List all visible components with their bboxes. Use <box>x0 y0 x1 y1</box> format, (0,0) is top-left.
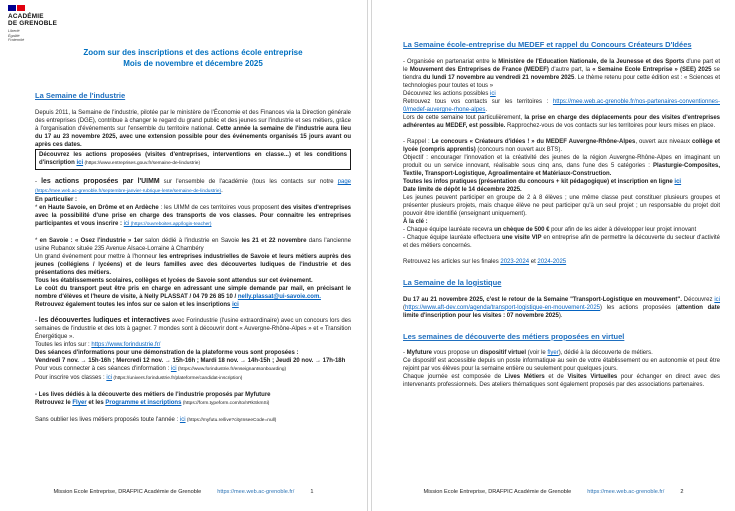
text-run: Découvrez <box>681 296 715 303</box>
paragraph <box>35 301 351 309</box>
text-run: une visite VIP <box>501 234 542 241</box>
text-run: vous propose un <box>432 350 480 357</box>
motto-egalite: Égalité <box>8 33 20 38</box>
document-title-line-2: Mois de novembre et décembre 2025 <box>123 58 263 68</box>
text-run: . <box>221 187 223 194</box>
paragraph <box>35 253 351 277</box>
text-run: Du 17 au 21 novembre 2025, c'est le retour de la Semaine "Transport-Logistique en mouvement". <box>403 296 682 303</box>
text-run: attention date limite d'inscription pour les visites : 07 novembre 2025 <box>403 304 720 319</box>
paragraph <box>35 237 351 253</box>
logo-academy-name <box>8 13 88 27</box>
paragraph <box>403 98 720 114</box>
page-2-content <box>403 40 720 389</box>
text-run: Découvrez les actions proposées (visites d'entreprises, interventions en classe...) et les conditions d'inscription <box>39 151 347 166</box>
document-title-line-1: Zoom sur des inscriptions et des actions école entreprise <box>83 48 303 57</box>
paragraph <box>35 391 351 399</box>
text-run: et les <box>86 399 106 406</box>
paragraph <box>35 196 351 204</box>
text-run: Retrouvez également toutes les infos sur ce salon et les inscriptions <box>35 301 233 308</box>
text-run: Lors de cette semaine tout particulièrement, <box>403 114 525 121</box>
footer-org: Mission Ecole Entreprise, DRAFPIC Académie de Grenoble <box>53 489 202 495</box>
inline-link[interactable]: Programme et inscriptions <box>105 399 182 406</box>
paragraph <box>35 341 351 349</box>
boxed-note <box>35 149 351 170</box>
text-run: Le concours « Créateurs d'idées ! » du MEDEF Auvergne-Rhône-Alpes <box>431 138 636 145</box>
text-run: pour afin de les aider à développer leur projet innovant <box>549 226 697 233</box>
logo-line-2: DE GRENOBLE <box>8 20 58 27</box>
inline-link[interactable]: (https://mee.web.ac-grenoble.fr/septembre-janvier-rubrique-lente/semaine-de-lindustrie) <box>35 188 222 194</box>
inline-link[interactable]: (https://ouvreboites.app/login-teacher) <box>129 221 212 227</box>
page-1-content <box>35 91 351 425</box>
text-run: les entreprises industrielles de Savoie et leurs métiers <box>159 253 317 260</box>
text-run: un chèque de 500 € <box>494 226 550 233</box>
text-run: Les semaines de découverte des métiers proposées en virtuel <box>403 331 625 341</box>
text-run: En particulier : <box>35 196 78 203</box>
text-run: Visites Virtuelles <box>567 374 618 381</box>
inline-link[interactable]: ici <box>106 374 113 381</box>
page-1 <box>0 0 367 511</box>
text-run: - <box>403 350 407 357</box>
flag-red-block <box>17 5 25 11</box>
text-run: Pour inscrire vos classes : <box>35 374 107 381</box>
paragraph <box>403 178 720 186</box>
text-run: La Semaine de l'industrie <box>35 91 126 100</box>
text-run: des visites d'entreprises avec la possibilité d'une prise en charge des transports de vos classes. <box>35 204 352 219</box>
paragraph <box>35 285 351 301</box>
text-run: Chaque journée est composée de <box>403 374 505 381</box>
inline-link[interactable]: ici <box>123 220 130 227</box>
motto-fraternite: Fraternité <box>8 38 25 43</box>
text-run: sur l'ensemble de l'académie (tous les contacts sur notre <box>159 178 338 185</box>
text-run: Sans oublier les lives métiers proposés toute l'année : <box>35 416 180 423</box>
footer-org: Mission Ecole Entreprise, DRAFPIC Académie de Grenoble <box>423 489 572 495</box>
text-run: - <box>35 317 39 324</box>
republique-academie-logo <box>8 5 88 43</box>
text-run: (https://www.forindustrie.fr/enseignantsonboarding) <box>176 366 287 372</box>
inline-link[interactable]: ici <box>170 365 177 372</box>
paragraph <box>403 186 720 194</box>
paragraph <box>35 277 351 285</box>
text-run: avec Forindustrie (l'usine extraordinaire) avec un concours lors des semaines de l'industrie et des lots à gagner. 7 mondes sont à découvrir dont « Auvergne-Rhône-Alpes » et « Transition Énergétique ». <box>35 317 351 340</box>
text-run: Date limite de dépôt le 14 décembre 2025. <box>403 186 522 193</box>
footer-page-number: 1 <box>310 489 314 495</box>
text-run: en Haute Savoie, en Drôme et en Ardèche <box>39 204 159 211</box>
motto-liberte: Liberté <box>8 29 20 33</box>
text-run: (https://univers.forindustrie.fr/plateforme/candidat-inscription) <box>112 375 243 381</box>
section-heading <box>403 40 720 50</box>
text-run: Toutes les infos sur : <box>35 341 92 348</box>
text-run: salon dédié à l'industrie en Savoie <box>142 237 242 244</box>
page-1-footer <box>0 489 367 495</box>
text-run: Cette année la semaine de l'industrie aura lieu du 17 au 23 novembre 2025, avec une extension possible pour des événements organisés 15 jours avant ou après ces dates. <box>35 125 351 148</box>
text-run: Retrouvez tous vos contacts sur les territoires : <box>403 98 553 105</box>
section-heading <box>403 278 720 288</box>
text-run: Pour connaitre les entreprises participantes et vous inscrire : <box>35 212 351 227</box>
text-run: - Organisée en partenariat entre le <box>403 58 499 65</box>
text-run: « Semaine Ecole Entreprise » (SEE) 2025 <box>592 66 712 73</box>
text-run: dans l'ancienne usine Rubanox située 235 Avenue Alsace-Lorraine à Chambéry <box>35 237 351 252</box>
text-run: Myfuture <box>406 350 433 357</box>
text-run: Un grand événement pour mettre à l'honneur <box>35 253 159 260</box>
paragraph <box>35 399 351 408</box>
inline-link[interactable]: https://mee.web.ac-grenoble.fr/nos-partenaires-conventionnes-0/medef-auvergne-rhone-alpes <box>403 98 720 113</box>
page-2 <box>372 0 735 511</box>
text-run: auprès des jeunes (collégiens / lycéens) et de leurs familles avec des découvertes ludiques de l'industrie et des présentations des métiers. <box>35 253 352 276</box>
inline-link[interactable]: ici <box>714 296 721 303</box>
paragraph <box>403 373 720 389</box>
paragraph <box>35 349 351 357</box>
text-run: d'autre part, la <box>548 66 593 73</box>
paragraph <box>403 296 720 320</box>
paragraph <box>35 365 351 374</box>
text-run: - Les lives dédiés à la découverte des métiers de l'industrie proposés par Myfuture <box>35 391 271 398</box>
text-run: ) les actions proposées ( <box>600 304 678 311</box>
paragraph <box>35 204 351 229</box>
text-run: les 21 et 22 novembre <box>241 237 307 244</box>
text-run: en entreprise afin de permettre la découverte du secteur d'activité et des métiers concernés. <box>403 234 720 249</box>
text-run: en Savoie : « Osez l'industrie » 1er <box>39 237 143 244</box>
text-run: * <box>35 204 40 211</box>
inline-link[interactable]: 2023-2024 <box>500 258 530 265</box>
paragraph <box>403 138 720 154</box>
paragraph <box>35 317 351 341</box>
text-run: Pour vous connecter à ces séances d'information : <box>35 365 171 372</box>
text-run: ). <box>558 312 563 319</box>
text-run: Rapprochez-vous de vos contacts sur les territoires pour leurs mises en place. <box>505 122 716 129</box>
text-run: - Chaque équipe lauréate recevra <box>403 226 495 233</box>
text-run: - Rappel : <box>403 138 432 145</box>
text-run: (https://myfutu.re/live?cityInseeCode=null) <box>185 417 277 423</box>
logo-motto <box>8 29 88 43</box>
text-run: Vendredi 7 nov. → 15h-16h ; Mercredi 12 nov. → 15h-16h ; Mardi 18 nov. → 14h-15h ; Jeudi 20 nov. → 17h-18h <box>35 357 346 364</box>
text-run: (concours non ouvert aux BTS). <box>475 146 563 153</box>
inline-link[interactable]: ici <box>179 416 186 423</box>
text-run: (voir le <box>526 350 548 357</box>
text-run: ( <box>403 304 405 311</box>
inline-link[interactable]: nelly.plassat@ui-savoie.com. <box>237 293 321 300</box>
text-run: Le coût du transport peut être pris en charge en adressant une simple demande par mail, en précisant le nombre d'élèves et l'heure de visite, à Nelly PLASSAT / 04 79 26 85 10 / <box>35 285 351 300</box>
text-run: ), dédié à la découverte de métiers. <box>558 350 653 357</box>
paragraph <box>35 374 351 383</box>
text-run: - <box>35 178 42 185</box>
footer-url-link[interactable]: https://mee.web.ac-grenoble.fr/ <box>587 489 665 495</box>
paragraph <box>403 357 720 373</box>
text-run: * <box>35 237 40 244</box>
inline-link[interactable]: flyer <box>547 350 559 357</box>
text-run: La Semaine école-entreprise du MEDEF et rappel du Concours Créateurs D'Idées <box>403 40 692 49</box>
text-run: Depuis 2011, la Semaine de l'industrie, pilotée par le ministère de l'Économie et des Finances via la Direction générale des entreprises (DGE), contribue à changer le regard du grand public et des jeunes sur l'industrie et ses métiers, grâce à l'organisation d'événements sur l'ensemble du territoire national. <box>35 109 351 132</box>
text-run: Objectif : encourager l'innovation et la créativité des jeunes de la région Auvergne-Rhône-Alpes en imaginant un produit ou un service innovant, réalisable sous cinq ans, dans l'une des 5 catégories : <box>403 154 720 169</box>
inline-link[interactable]: https://www.forindustrie.fr/ <box>91 341 161 348</box>
footer-url-link[interactable]: https://mee.web.ac-grenoble.fr/ <box>217 489 295 495</box>
text-run: Toutes les infos pratiques (présentation du concours + kit pédagogique) et inscription en ligne <box>403 178 675 185</box>
text-run: , ouvert aux niveaux <box>635 138 692 145</box>
text-run: Retrouvez le <box>35 399 73 406</box>
paragraph <box>35 109 351 149</box>
text-run: pour échanger en direct avec des intervenants professionnels. Des ateliers thématiques sont également proposés par des associations partenaires. <box>403 374 720 389</box>
text-run: Les jeunes peuvent participer en groupe de 2 à 8 élèves ; une même classe peut constituer plusieurs groupes et présenter plusieurs projets, mais chaque élève ne peut participer qu'à un seul projet ; un responsable du projet doit pouvoir être identifié (enseignant uniquement). <box>403 194 720 217</box>
paragraph <box>403 234 720 250</box>
text-run: Ministère de l'Education Nationale, de la Jeunesse et des Sports <box>498 58 685 65</box>
inline-link[interactable]: ici <box>490 90 496 97</box>
text-run: (https://www.entreprises.gouv.fr/semaine-de-lindustrie) <box>83 160 201 166</box>
document-title <box>35 48 351 69</box>
text-run: dispositif virtuel <box>479 350 527 357</box>
french-flag-icon <box>8 5 88 11</box>
text-run: Découvrez les actions possibles <box>403 90 491 97</box>
page-2-footer <box>372 489 735 495</box>
text-run: Lives Métiers <box>504 374 545 381</box>
text-run: Plasturgie-Composites, Textile, Transport-Logistique, Agroalimentaire et Matériaux-Construction. <box>403 162 720 177</box>
text-run: Mouvement des Entreprises de France (MEDEF) <box>409 66 549 73</box>
text-run: Ce dispositif est accessible depuis un poste informatique au sein de votre établissement ou en autonomie et peut être rejoint par vos élèves pour la semaine entière ou seulement pour quelques jours. <box>403 358 720 373</box>
text-run: et de <box>544 374 568 381</box>
text-run: les découvertes ludiques et interactives <box>38 316 170 324</box>
text-run: collège et lycée (compris apprentis) <box>403 138 720 153</box>
section-heading <box>403 332 720 342</box>
paragraph <box>403 218 720 226</box>
text-run: - Chaque équipe lauréate effectuera <box>403 234 502 241</box>
text-run: Des séances d'informations pour une démonstration de la plateforme vous sont proposées : <box>35 349 299 356</box>
paragraph <box>403 154 720 178</box>
inline-link[interactable]: https://www.aft-dev.com/agenda/transport-logistique-en-mouvement-2025 <box>405 304 600 311</box>
inline-link[interactable]: ici <box>232 301 239 308</box>
section-heading <box>35 91 351 101</box>
inline-link[interactable]: page <box>337 178 352 185</box>
paragraph <box>403 349 720 357</box>
paragraph <box>403 226 720 234</box>
paragraph <box>403 58 720 90</box>
text-run: (https://form.typeform.com/to/nRkSkmSi) <box>181 400 270 406</box>
paragraph <box>35 416 351 425</box>
text-run: Tous les établissements scolaires, collèges et lycées de Savoie sont attendus sur cet évènement. <box>35 277 313 284</box>
text-run: La Semaine de la logistique <box>403 277 502 287</box>
text-run: et <box>529 258 538 265</box>
text-run: d'une part et le <box>403 58 720 73</box>
text-run: Retrouvez les articles sur les finales <box>403 258 501 265</box>
paragraph <box>403 90 720 98</box>
text-run: la prise en charge des déplacements pour des visites d'entreprises adhérentes au MEDEF, est possible. <box>403 114 720 129</box>
flag-blue-block <box>8 5 16 11</box>
paragraph <box>403 258 720 266</box>
text-run: . Le thème retenu pour cette édition est : « Sciences et technologies pour toutes et tous » <box>403 74 721 89</box>
paragraph <box>403 114 720 130</box>
text-run: À la clé : <box>403 218 428 225</box>
paragraph <box>403 194 720 218</box>
inline-link[interactable]: ici <box>674 178 682 185</box>
text-run: : les UIMM de ces territoires vous proposent <box>158 204 281 211</box>
paragraph <box>35 357 351 365</box>
inline-link[interactable]: 2024-2025 <box>537 258 567 265</box>
paragraph <box>35 178 351 196</box>
text-run: . <box>485 106 488 113</box>
footer-page-number: 2 <box>680 489 684 495</box>
text-run: du lundi 17 novembre au vendredi 21 novembre 2025 <box>423 74 575 81</box>
inline-link[interactable]: ici <box>76 159 84 166</box>
inline-link[interactable]: Flyer <box>72 399 87 406</box>
text-run: les actions proposées par l'UIMM <box>41 177 160 185</box>
logo-line-1: ACADÉMIE <box>8 13 44 20</box>
text-run: se tiendra <box>403 66 720 81</box>
